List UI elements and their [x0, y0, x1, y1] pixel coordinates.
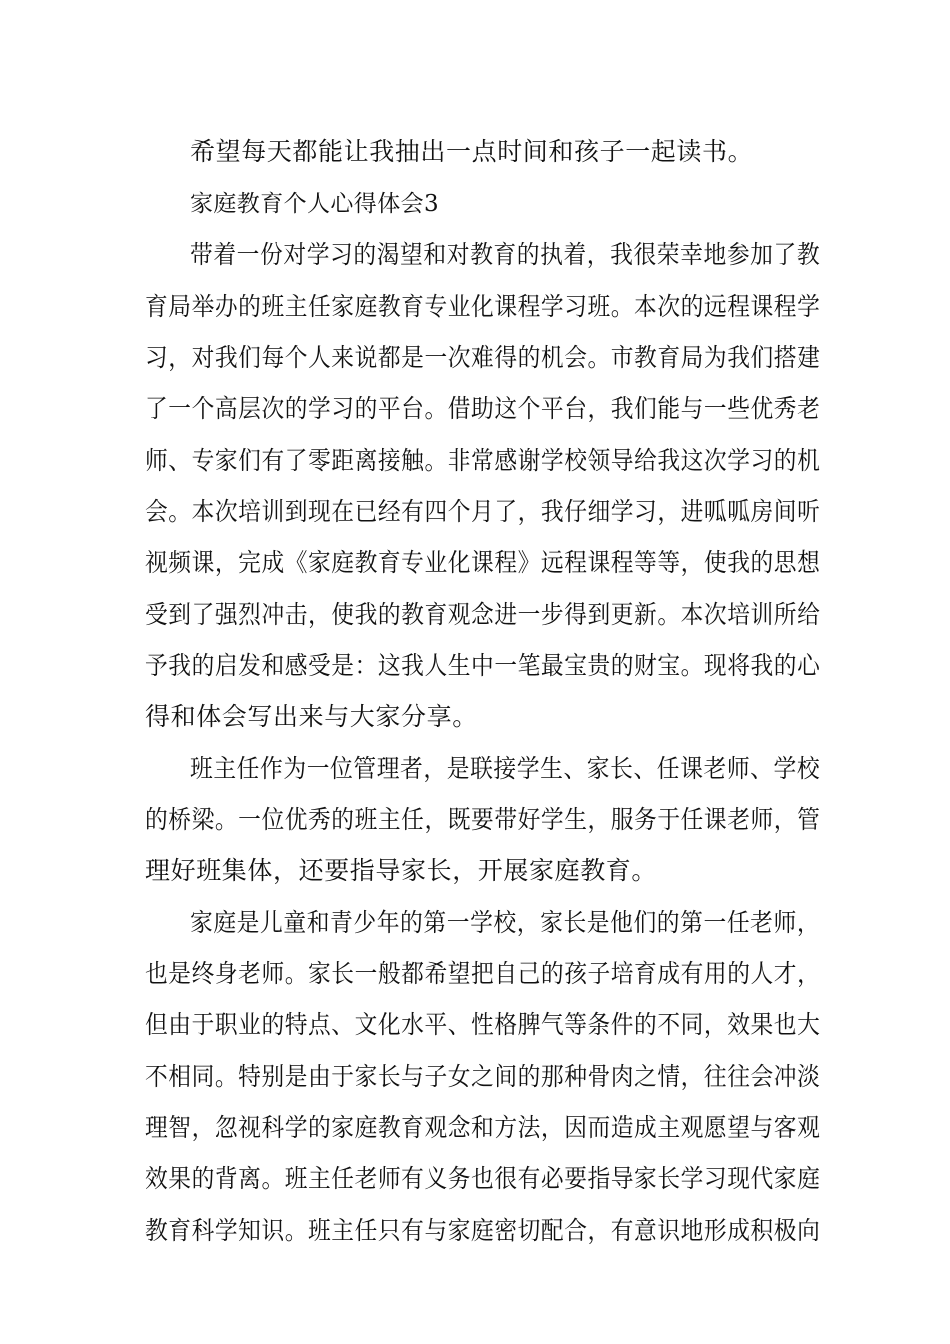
paragraph-line: 教育科学知识。班主任只有与家庭密切配合，有意识地形成积极向 — [145, 1216, 821, 1245]
paragraph-line: 家庭是儿童和青少年的第一学校，家长是他们的第一任老师， — [190, 908, 821, 937]
paragraph-line: 视频课，完成《家庭教育专业化课程》远程课程等等，使我的思想 — [145, 548, 821, 577]
paragraph-line: 不相同。特别是由于家长与子女之间的那种骨肉之情，往往会冲淡 — [145, 1062, 821, 1091]
paragraph-line: 班主任作为一位管理者，是联接学生、家长、任课老师、学校 — [190, 754, 821, 783]
paragraph-line: 受到了强烈冲击，使我的教育观念进一步得到更新。本次培训所给 — [145, 600, 821, 629]
paragraph-line: 了一个高层次的学习的平台。借助这个平台，我们能与一些优秀老 — [145, 394, 821, 423]
paragraph-line: 带着一份对学习的渴望和对教育的执着，我很荣幸地参加了教 — [190, 240, 821, 269]
section-heading: 家庭教育个人心得体会3 — [190, 191, 440, 217]
paragraph-line: 效果的背离。班主任老师有义务也很有必要指导家长学习现代家庭 — [145, 1164, 821, 1193]
paragraph-line: 师、专家们有了零距离接触。非常感谢学校领导给我这次学习的机 — [145, 446, 821, 475]
paragraph-line: 习，对我们每个人来说都是一次难得的机会。市教育局为我们搭建 — [145, 343, 821, 372]
paragraph-line: 也是终身老师。家长一般都希望把自己的孩子培育成有用的人才， — [145, 959, 821, 988]
paragraph-line: 理好班集体，还要指导家长，开展家庭教育。 — [145, 856, 658, 885]
paragraph-line: 但由于职业的特点、文化水平、性格脾气等条件的不同，效果也大 — [145, 1010, 821, 1039]
paragraph-line: 理智，忽视科学的家庭教育观念和方法，因而造成主观愿望与客观 — [145, 1113, 821, 1142]
paragraph-line: 育局举办的班主任家庭教育专业化课程学习班。本次的远程课程学 — [145, 292, 821, 321]
paragraph-line: 希望每天都能让我抽出一点时间和孩子一起读书。 — [190, 137, 754, 166]
paragraph-line: 得和体会写出来与大家分享。 — [145, 702, 478, 731]
paragraph-line: 予我的启发和感受是：这我人生中一笔最宝贵的财宝。现将我的心 — [145, 651, 821, 680]
paragraph-line: 的桥梁。一位优秀的班主任，既要带好学生，服务于任课老师，管 — [145, 805, 821, 834]
paragraph-line: 会。本次培训到现在已经有四个月了，我仔细学习，进呱呱房间听 — [145, 497, 821, 526]
